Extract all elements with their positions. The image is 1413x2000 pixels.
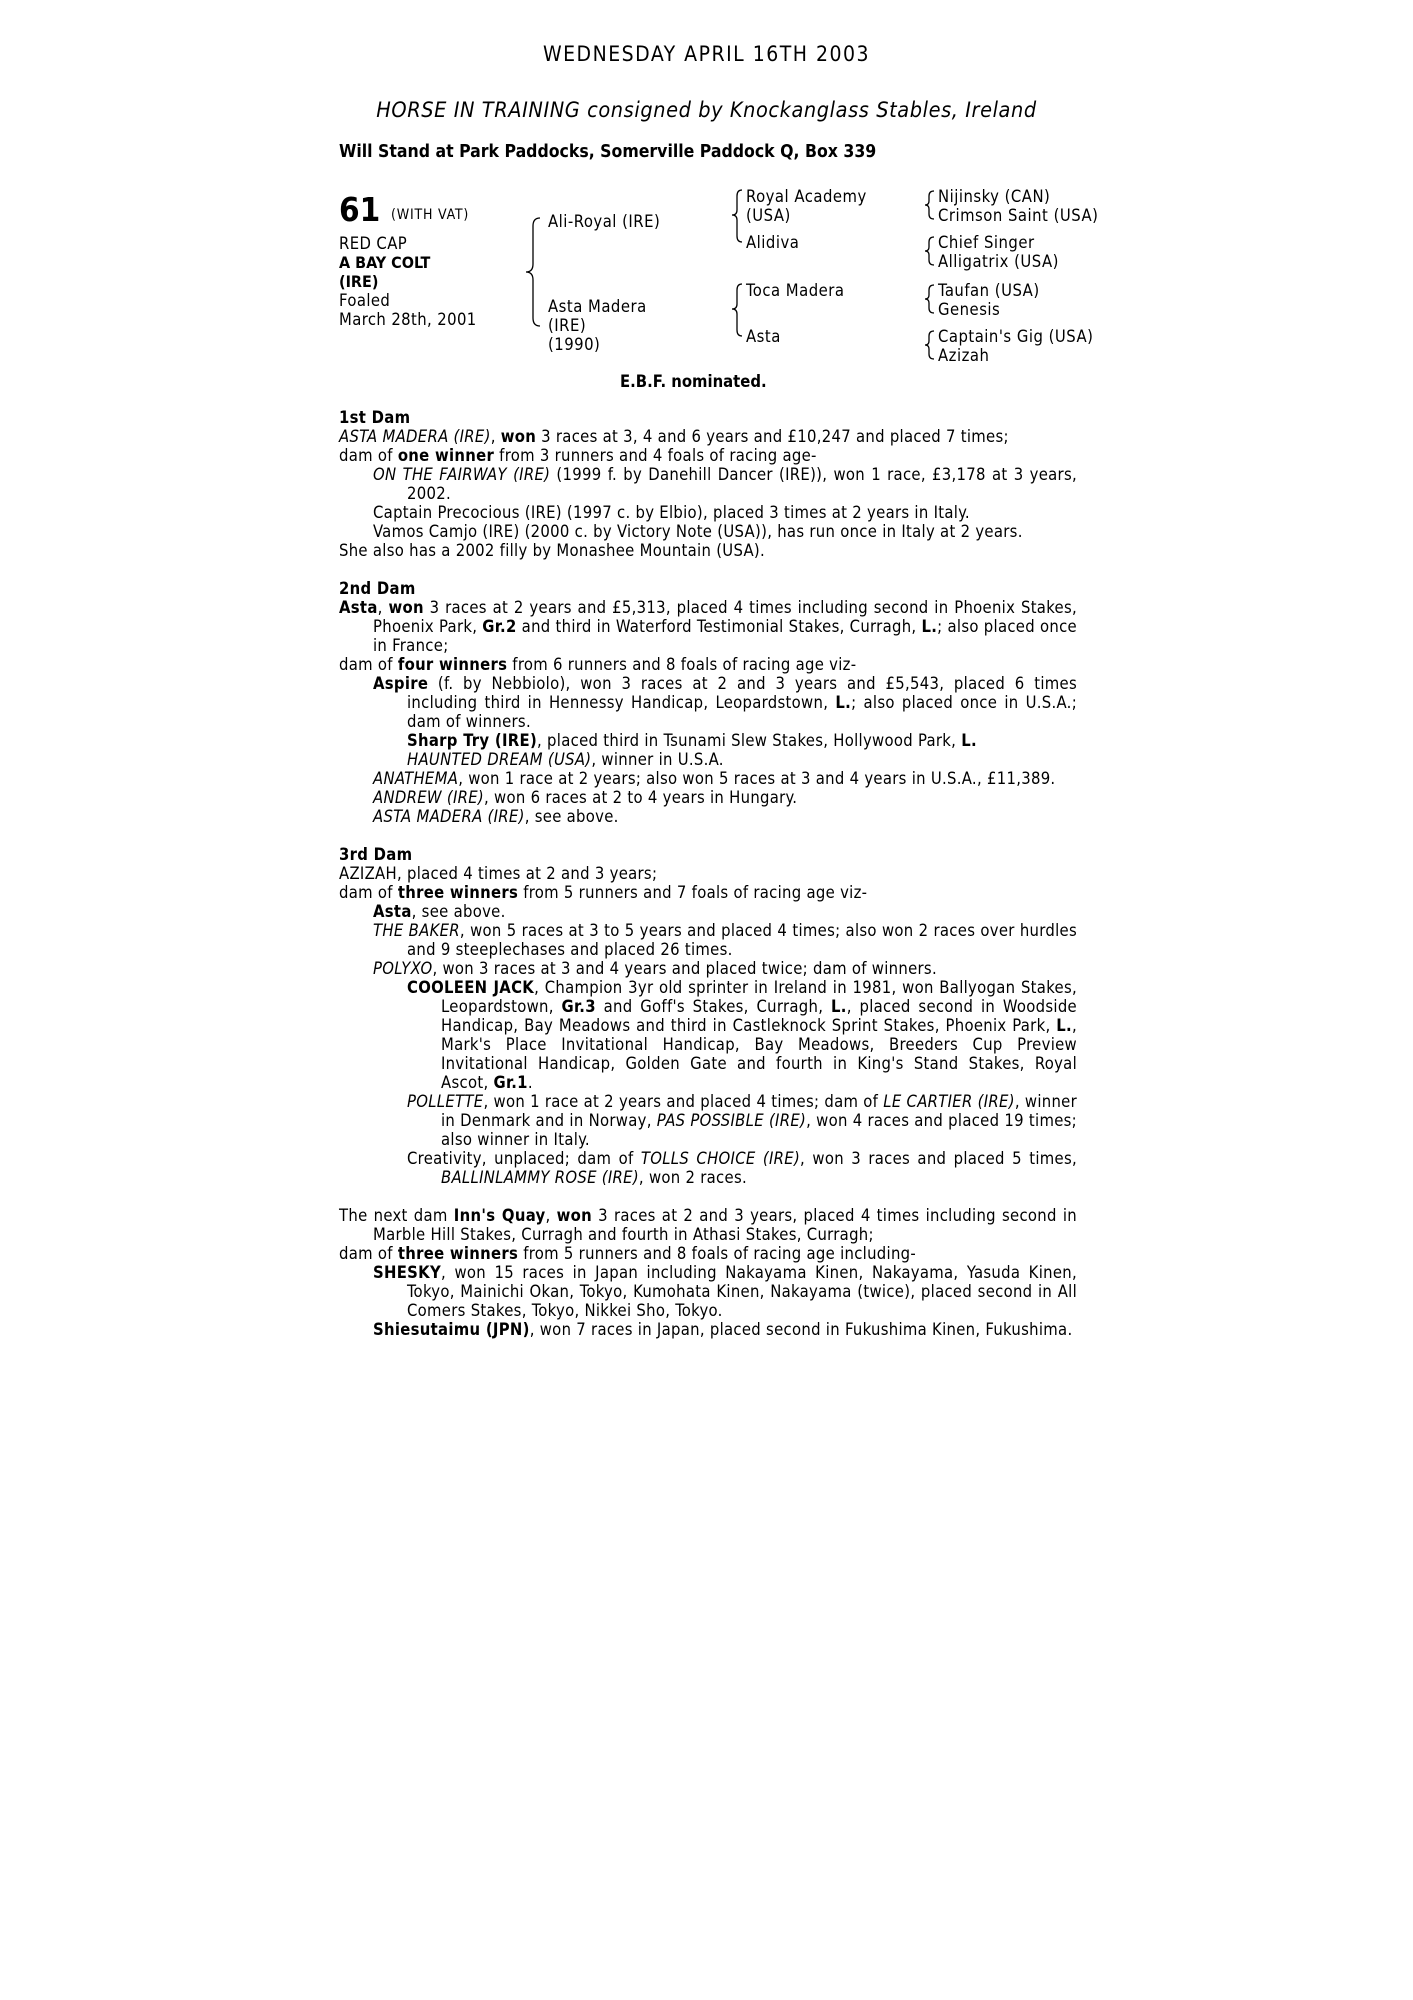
pedigree-dam-dam: Asta [746,327,781,346]
third-dam-para-5: POLYXO, won 3 races at 3 and 4 years and placed twice; dam of winners. [373,959,937,978]
foaled-label: Foaled [339,291,391,310]
foaled-date: March 28th, 2001 [339,310,477,329]
second-dam-para-6: ANATHEMA, won 1 race at 2 years; also won 5 races at 3 and 4 years in U.S.A., £11,389. [373,769,1056,788]
pedigree-dam: Asta Madera [548,297,647,316]
pedigree-g-6: Genesis [938,300,1001,319]
first-dam-para-1: ASTA MADERA (IRE), won 3 races at 3, 4 and 6 years and £10,247 and placed 7 times; [339,427,1009,446]
next-dam-para-2: dam of three winners from 5 runners and 8 foals of racing age including- [339,1244,917,1263]
stand-location: Will Stand at Park Paddocks, Somerville Paddock Q, Box 339 [339,142,877,162]
third-dam-para-6: COOLEEN JACK, Champion 3yr old sprinter in Ireland in 1981, won Ballyogan Stakes, Leopardstown, Gr.3 and Goff's Stakes, Curragh, L., placed second in Woodside Handicap, Bay Meadows and third in Castleknock Sprint Stakes, Phoenix Park, L., Mark's Place Invitational Handicap, Bay Meadows, Breeders Cup Preview Invitational Handicap, Golden Gate and fourth in King's Stand Stakes, Royal Ascot, Gr.1. [407,978,1077,1092]
pedigree-g-3: Chief Singer [938,233,1035,252]
next-dam-para-3: SHESKY, won 15 races in Japan including Nakayama Kinen, Nakayama, Yasuda Kinen, Tokyo, Mainichi Okan, Tokyo, Kumohata Kinen, Nakayama (twice), placed second in All Comers Stakes, Tokyo, Nikkei Sho, Tokyo. [373,1263,1077,1320]
pedigree-dam-sire: Toca Madera [746,281,845,300]
second-dam-para-7: ANDREW (IRE), won 6 races at 2 to 4 years in Hungary. [373,788,798,807]
next-dam-para-4: Shiesutaimu (JPN), won 7 races in Japan, placed second in Fukushima Kinen, Fukushima. [373,1320,1073,1339]
pedigree-g-4: Alligatrix (USA) [938,252,1059,271]
third-dam-heading: 3rd Dam [339,845,413,864]
vat-note: (WITH VAT) [391,207,470,223]
pedigree-g-8: Azizah [938,346,990,365]
second-dam-para-3: Aspire (f. by Nebbiolo), won 3 races at 2 and 3 years and £5,543, placed 6 times including third in Hennessy Handicap, Leopardstown, L.; also placed once in U.S.A.; dam of winners. [373,674,1077,731]
pedigree-sire-sire: Royal Academy [746,187,867,206]
third-dam-para-1: AZIZAH, placed 4 times at 2 and 3 years; [339,864,658,883]
sale-date: WEDNESDAY APRIL 16TH 2003 [542,42,871,66]
first-dam-para-6: She also has a 2002 filly by Monashee Mountain (USA). [339,541,766,560]
lot-number: 61 [339,190,381,229]
pedigree-dam-year: (1990) [548,335,601,354]
horse-name: RED CAP [339,234,408,253]
second-dam-para-2: dam of four winners from 6 runners and 8 foals of racing age viz- [339,655,857,674]
third-dam-para-2: dam of three winners from 5 runners and 7 foals of racing age viz- [339,883,868,902]
pedigree-sire-dam: Alidiva [746,233,800,252]
first-dam-para-4: Captain Precocious (IRE) (1997 c. by Elbio), placed 3 times at 2 years in Italy. [373,503,970,522]
first-dam-para-5: Vamos Camjo (IRE) (2000 c. by Victory Note (USA)), has run once in Italy at 2 years. [373,522,1023,541]
third-dam-para-7: POLLETTE, won 1 race at 2 years and placed 4 times; dam of LE CARTIER (IRE), winner in Denmark and in Norway, PAS POSSIBLE (IRE), won 4 races and placed 19 times; also winner in Italy. [407,1092,1077,1149]
pedigree-sire-sire-country: (USA) [746,206,791,225]
third-dam-para-8: Creativity, unplaced; dam of TOLLS CHOICE (IRE), won 3 races and placed 5 times, BALLINLAMMY ROSE (IRE), won 2 races. [407,1149,1077,1187]
horse-country: (IRE) [339,272,379,291]
first-dam-para-3: ON THE FAIRWAY (IRE) (1999 f. by Danehill Dancer (IRE)), won 1 race, £3,178 at 3 years, 2002. [373,465,1077,503]
pedigree-braces [0,0,1413,400]
pedigree-g-5: Taufan (USA) [938,281,1040,300]
second-dam-heading: 2nd Dam [339,579,416,598]
first-dam-heading: 1st Dam [339,408,411,427]
second-dam-para-4: Sharp Try (IRE), placed third in Tsunami Slew Stakes, Hollywood Park, L. [407,731,977,750]
ebf-nominated: E.B.F. nominated. [620,372,767,391]
second-dam-para-8: ASTA MADERA (IRE), see above. [373,807,619,826]
pedigree-g-2: Crimson Saint (USA) [938,206,1099,225]
third-dam-para-3: Asta, see above. [373,902,506,921]
pedigree-g-7: Captain's Gig (USA) [938,327,1094,346]
pedigree-dam-country: (IRE) [548,316,587,335]
pedigree-sire: Ali-Royal (IRE) [548,212,661,231]
horse-description: A BAY COLT [339,253,431,272]
second-dam-para-5: HAUNTED DREAM (USA), winner in U.S.A. [407,750,724,769]
third-dam-para-4: THE BAKER, won 5 races at 3 to 5 years and placed 4 times; also won 2 races over hurdles and 9 steeplechases and placed 26 times. [373,921,1077,959]
next-dam-para-1: The next dam Inn's Quay, won 3 races at 2 and 3 years, placed 4 times including second in Marble Hill Stakes, Curragh and fourth in Athasi Stakes, Curragh; [339,1206,1077,1244]
first-dam-para-2: dam of one winner from 3 runners and 4 foals of racing age- [339,446,817,465]
pedigree-notes [339,408,1077,1339]
pedigree-g-1: Nijinsky (CAN) [938,187,1051,206]
second-dam-para-1: Asta, won 3 races at 2 years and £5,313, placed 4 times including second in Phoenix Stakes, Phoenix Park, Gr.2 and third in Waterford Testimonial Stakes, Curragh, L.; also placed once in France; [339,598,1077,655]
consignment-line: HORSE IN TRAINING consigned by Knockanglass Stables, Ireland [376,98,1037,123]
